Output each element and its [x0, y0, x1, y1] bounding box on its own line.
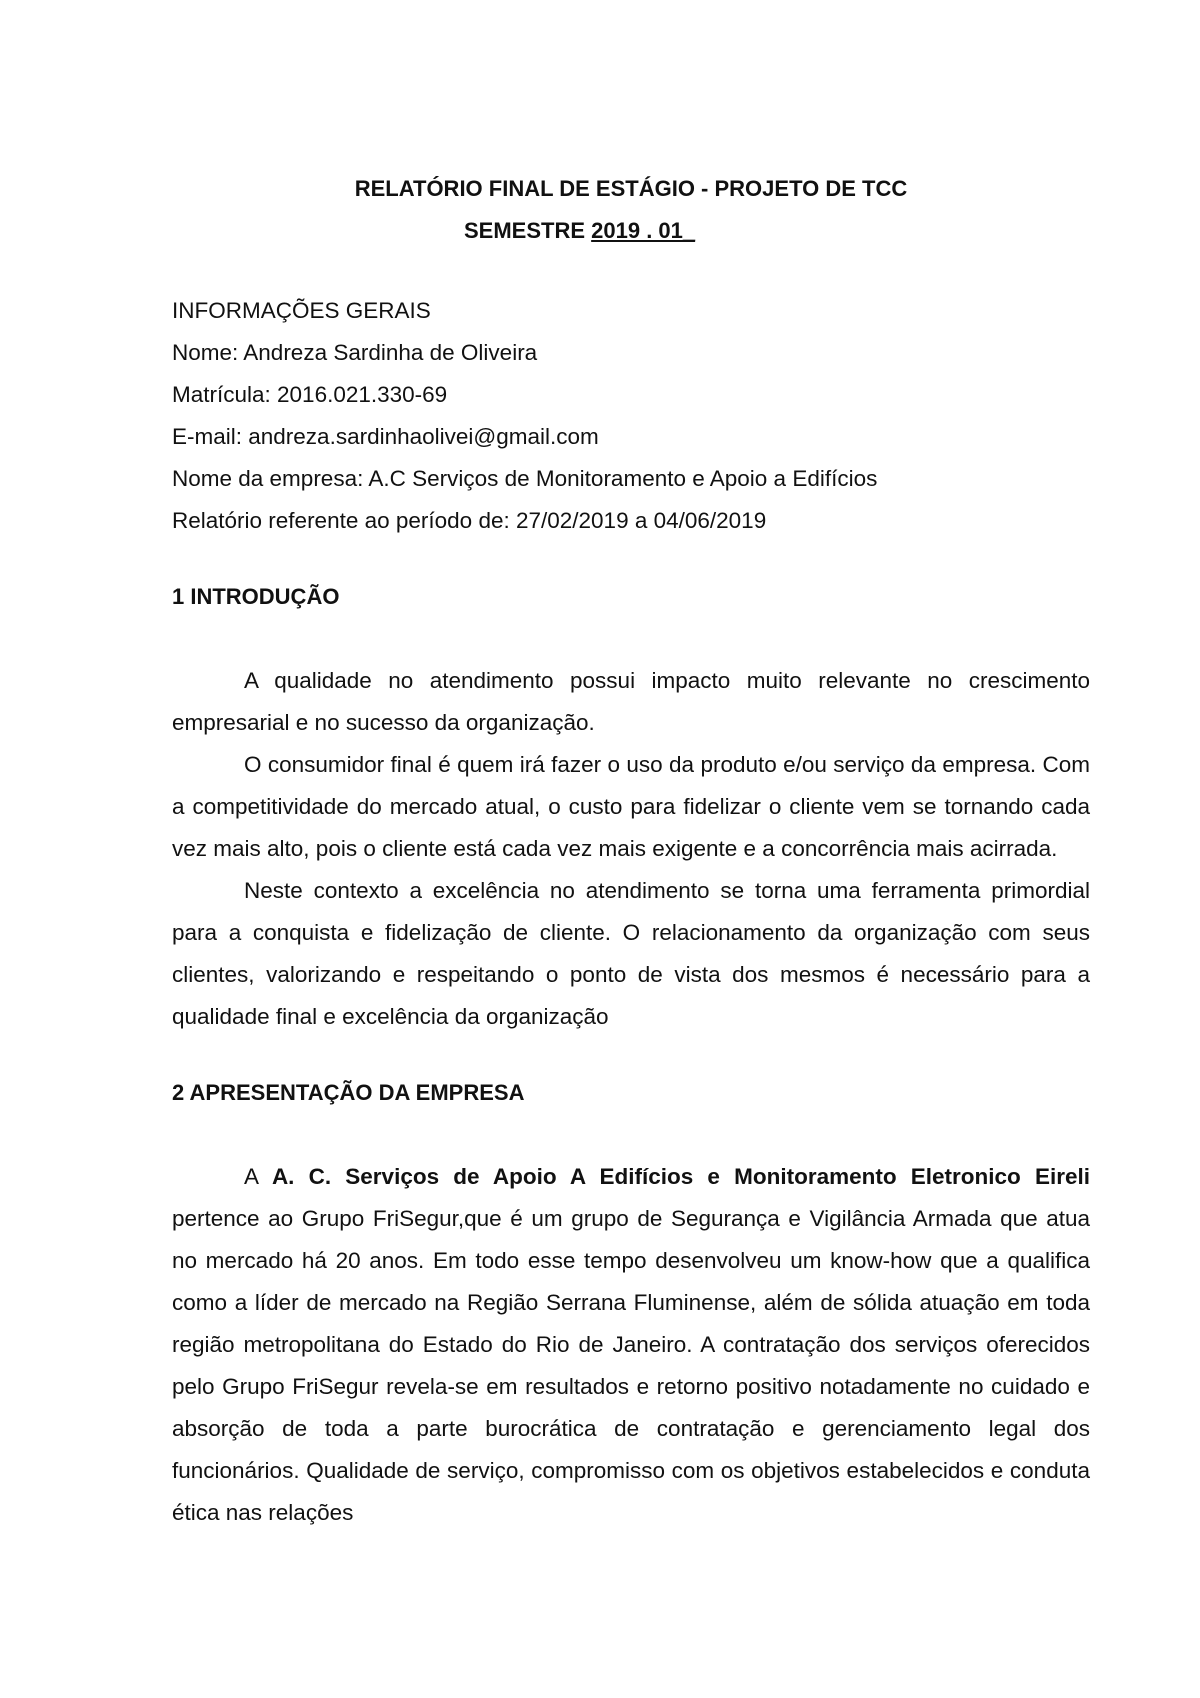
section-2-heading: 2 APRESENTAÇÃO DA EMPRESA	[172, 1080, 525, 1105]
intro-paragraph-2: O consumidor final é quem irá fazer o uso da produto e/ou serviço da empresa. Com a competitividade do mercado atual, o custo para fidelizar o cliente vem se tornando cada vez mais alto, pois o cliente está cada vez mais exigente e a concorrência mais acirrada.	[172, 752, 1090, 861]
intro-paragraph-1: A qualidade no atendimento possui impacto muito relevante no crescimento empresarial e no sucesso da organização.	[172, 668, 1090, 735]
section-1-heading: 1 INTRODUÇÃO	[172, 584, 340, 609]
company-paragraph-prefix: A	[244, 1164, 272, 1189]
company-paragraph	[172, 1156, 1090, 1534]
semester-label: SEMESTRE	[464, 218, 592, 243]
info-registration: Matrícula: 2016.021.330-69	[172, 382, 448, 407]
info-period: Relatório referente ao período de: 27/02/2019 a 04/06/2019	[172, 508, 767, 533]
intro-paragraph-3: Neste contexto a excelência no atendimento se torna uma ferramenta primordial para a conquista e fidelização de cliente. O relacionamento da organização com seus clientes, valorizando e respeitando o ponto de vista dos mesmos é necessário para a qualidade final e excelência da organização	[172, 878, 1090, 1029]
company-name: A. C. Serviços de Apoio A Edifícios e Monitoramento Eletronico Eireli	[271, 1164, 1090, 1189]
semester-line	[172, 210, 1090, 252]
general-info-heading: INFORMAÇÕES GERAIS	[172, 298, 431, 323]
info-name: Nome: Andreza Sardinha de Oliveira	[172, 340, 538, 365]
info-email: E-mail: andreza.sardinhaolivei@gmail.com	[172, 424, 599, 449]
company-paragraph-text: pertence ao Grupo FriSegur,que é um grupo de Segurança e Vigilância Armada que atua no mercado há 20 anos. Em todo esse tempo desenvolveu um know-how que a qualifica como a líder de mercado na Região Serrana Fluminense, além de sólida atuação em toda região metropolitana do Estado do Rio de Janeiro. A contratação dos serviços oferecidos pelo Grupo FriSegur revela-se em resultados e retorno positivo notadamente no cuidado e absorção de toda a parte burocrática de contratação e gerenciamento legal dos funcionários. Qualidade de serviço, compromisso com os objetivos estabelecidos e conduta ética nas relações	[172, 1206, 1090, 1525]
semester-value: 2019 . 01_	[591, 218, 696, 243]
document-title: RELATÓRIO FINAL DE ESTÁGIO - PROJETO DE TCC	[354, 176, 908, 201]
info-company: Nome da empresa: A.C Serviços de Monitoramento e Apoio a Edifícios	[172, 466, 878, 491]
document-body	[172, 168, 1090, 1534]
general-info	[172, 290, 1090, 542]
